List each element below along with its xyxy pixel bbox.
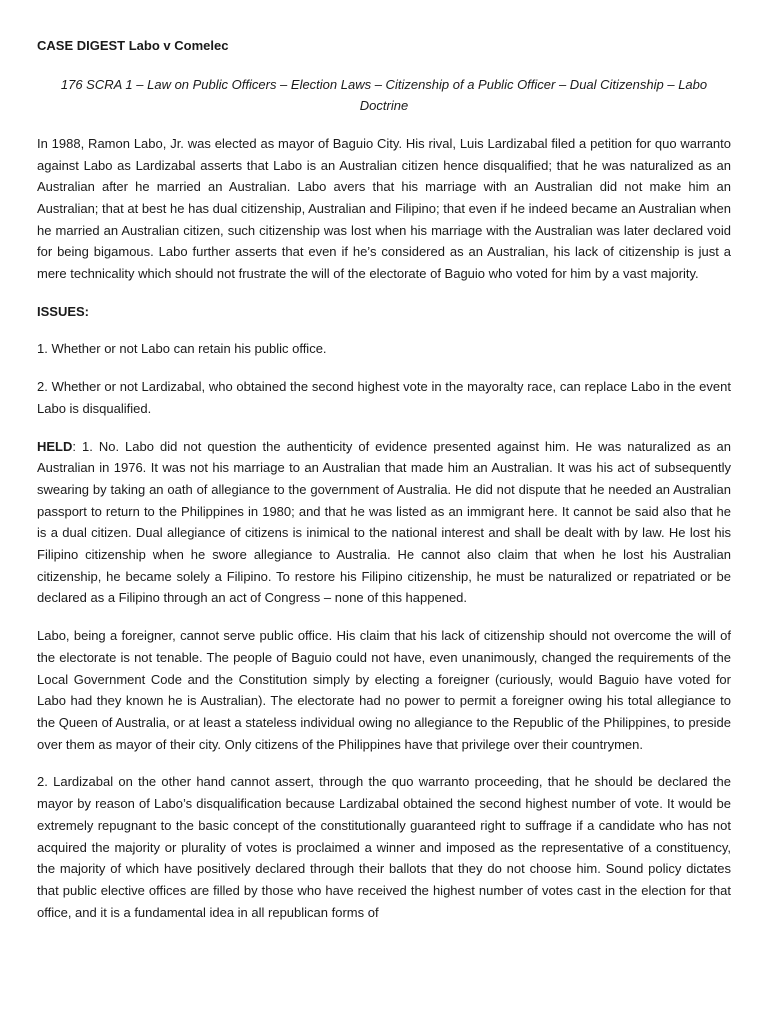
second-ruling-paragraph: 2. Lardizabal on the other hand cannot assert, through the quo warranto proceeding, that he should be declared the mayor by reason of Labo’s disqualification because Lardizabal obtained the second highest number of vote. It would be extremely repugnant to the basic concept of the constitutionally guaranteed right to suffrage if a candidate who has not acquired the majority or plurality of votes is proclaimed a winner and imposed as the representative of a constituency, the majority of which have positively declared through their ballots that they do not choose him. Sound policy dictates that public elective offices are filled by those who have received the highest number of votes cast in the election for that office, and it is a fundamental idea in all republican forms of — [37, 774, 731, 920]
issue-item-2: 2. Whether or not Lardizabal, who obtained the second highest vote in the mayoralty race, can replace Labo in the event Labo is disqualified. — [37, 379, 731, 416]
document-subtitle: 176 SCRA 1 – Law on Public Officers – Election Laws – Citizenship of a Public Officer – Dual Citizenship – Labo Doctrine — [60, 77, 708, 114]
held-text: : 1. No. Labo did not question the authenticity of evidence presented against him. He was naturalized as an Australian in 1976. It was not his marriage to an Australian that made him an Australian. It was his act of subsequently swearing by taking an oath of allegiance to the government of Australia. He did not dispute that he needed an Australian passport to return to the Philippines in 1980; and that he was listed as an immigrant here. It cannot be said also that he is a dual citizen. Dual allegiance of citizens is inimical to the national interest and shall be dealt with by law. He lost his Filipino citizenship when he swore allegiance to Australia. He cannot also claim that when he lost his Australian citizenship, he became solely a Filipino. To restore his Filipino citizenship, he must be naturalized or repatriated or be declared as a Filipino through an act of Congress – none of this happened. — [37, 438, 731, 606]
held-paragraph — [37, 436, 731, 610]
facts-paragraph: In 1988, Ramon Labo, Jr. was elected as mayor of Baguio City. His rival, Luis Lardizabal filed a petition for quo warranto against Labo as Lardizabal asserts that Labo is an Australian citizen hence disqualified; that he was naturalized as an Australian after he married an Australian. Labo avers that his marriage with an Australian did not make him an Australian; that at best he has dual citizenship, Australian and Filipino; that even if he indeed became an Australian when he married an Australian citizen, such citizenship was lost when his marriage with the Australian was later declared void for being bigamous. Labo further asserts that even if he’s considered as an Australian, his lack of citizenship is just a mere technicality which should not frustrate the will of the electorate of Baguio who voted for him by a vast majority. — [37, 135, 731, 282]
issues-heading: ISSUES: — [37, 303, 90, 319]
document-title: CASE DIGEST Labo v Comelec — [37, 38, 229, 53]
issue-item-1: 1. Whether or not Labo can retain his public office. — [37, 341, 327, 357]
held-label: HELD — [37, 438, 73, 454]
foreigner-paragraph: Labo, being a foreigner, cannot serve public office. His claim that his lack of citizenship should not overcome the will of the electorate is not tenable. The people of Baguio could not have, even unanimously, changed the requirements of the Local Government Code and the Constitution simply by electing a foreigner (curiously, would Baguio have voted for Labo had they known he is Australian). The electorate had no power to permit a foreigner owing his total allegiance to the Queen of Australia, or at least a stateless individual owing no allegiance to the Republic of the Philippines, to preside over them as mayor of their city. Only citizens of the Philippines have that privilege over their countrymen. — [37, 628, 731, 752]
